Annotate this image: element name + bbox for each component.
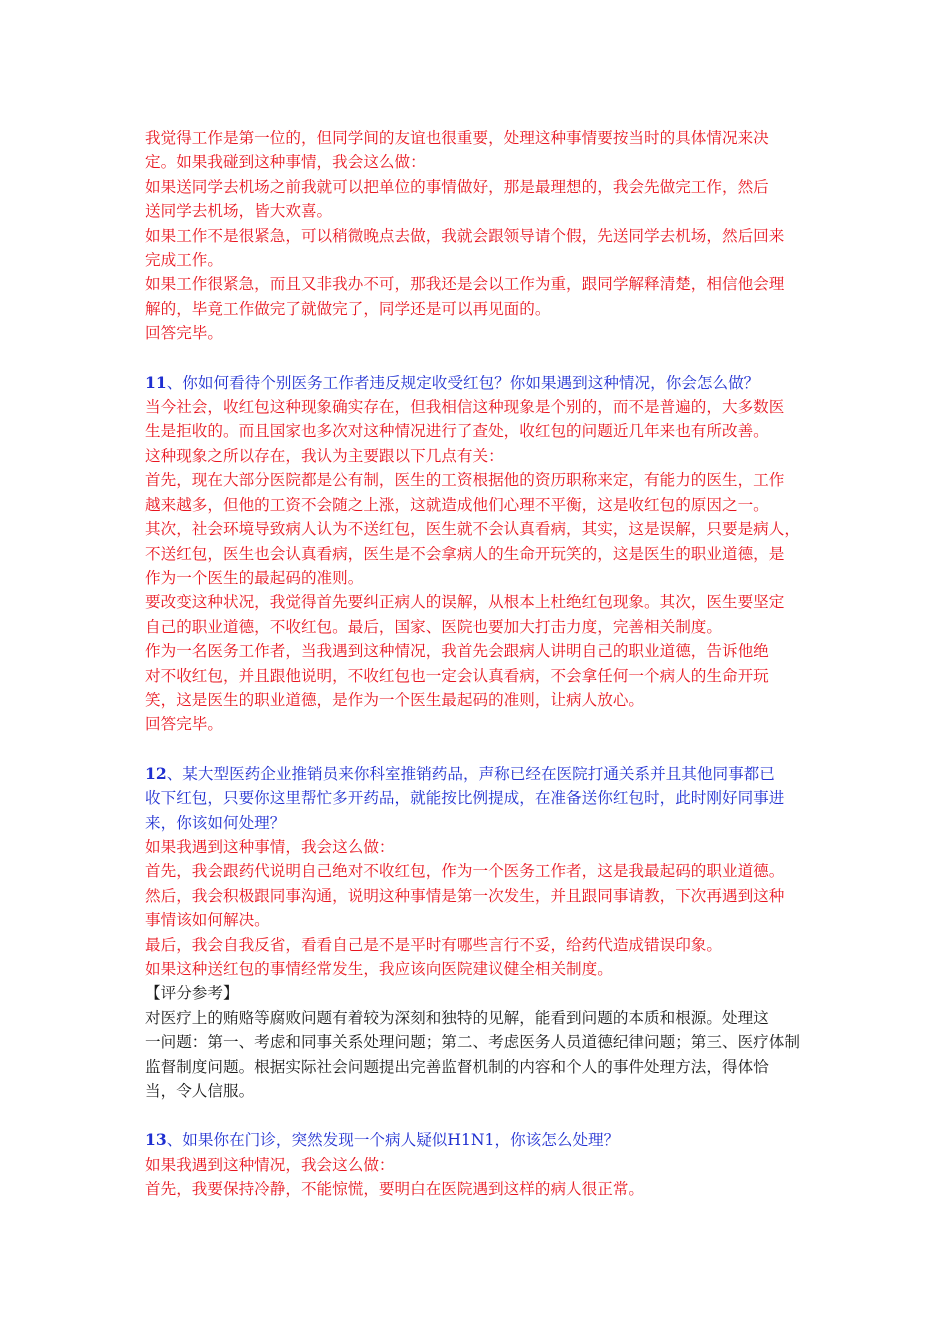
question-number: 12 <box>145 763 167 783</box>
line-text: 要改变这种状况，我觉得首先要纠正病人的误解，从根本上杜绝红包现象。其次，医生要坚定 <box>145 593 785 612</box>
line-text: 当，令人信服。 <box>145 1082 255 1101</box>
line-text: 如果我遇到这种情况，我会这么做： <box>145 1155 395 1174</box>
paragraph <box>145 835 809 859</box>
line-text: 回答完毕。 <box>145 324 223 343</box>
text-line <box>145 199 809 223</box>
paragraph <box>145 1006 809 1104</box>
line-text: 最后，我会自我反省，看看自己是不是平时有哪些言行不妥，给药代造成错误印象。 <box>145 935 722 954</box>
line-text: 我觉得工作是第一位的，但同学间的友谊也很重要，处理这种事情要按当时的具体情况来决 <box>145 129 769 147</box>
paragraph <box>145 468 809 517</box>
line-text: 生是拒收的。而且国家也多次对这种情况进行了查处，收红包的问题近几年来也有所改善。 <box>145 422 769 441</box>
text-line <box>145 468 809 492</box>
text-line <box>145 321 809 345</box>
line-text: 这种现象之所以存在，我认为主要跟以下几点有关： <box>145 446 504 465</box>
line-text: 当今社会，收红包这种现象确实存在，但我相信这种现象是个别的，而不是普遍的，大多数医 <box>145 398 785 417</box>
paragraph <box>145 590 809 639</box>
paragraph <box>145 859 809 883</box>
question-heading <box>145 371 809 395</box>
paragraph <box>145 712 809 736</box>
paragraph <box>145 321 809 345</box>
paragraph <box>145 1177 809 1201</box>
line-text: 【评分参考】 <box>145 984 239 1003</box>
line-text: 事情该如何解决。 <box>145 911 270 930</box>
line-text: 如果工作不是很紧急，可以稍微晚点去做，我就会跟领导请个假，先送同学去机场，然后回来 <box>145 226 785 245</box>
document-page <box>145 126 809 1202</box>
text-line <box>145 615 809 639</box>
text-line <box>145 933 809 957</box>
text-line <box>145 981 809 1005</box>
text-line <box>145 444 809 468</box>
paragraph <box>145 175 809 224</box>
line-text: 对医疗上的贿赂等腐败问题有着较为深刻和独特的见解，能看到问题的本质和根源。处理这 <box>145 1008 769 1027</box>
paragraph <box>145 1153 809 1177</box>
line-text: 收下红包，只要你这里帮忙多开药品，就能按比例提成，在准备送你红包时，此时刚好同事进 <box>145 789 785 808</box>
line-text: 如果我遇到这种事情，我会这么做： <box>145 837 395 856</box>
text-line <box>145 395 809 419</box>
text-line <box>145 517 809 541</box>
line-text: 首先，我要保持冷静，不能惊慌，要明白在医院遇到这样的病人很正常。 <box>145 1180 645 1199</box>
text-line <box>145 1079 809 1103</box>
line-text: 如果这种送红包的事情经常发生，我应该向医院建议健全相关制度。 <box>145 960 613 978</box>
text-line <box>145 1177 809 1201</box>
line-text: 送同学去机场，皆大欢喜。 <box>145 202 333 221</box>
question-line <box>145 786 809 810</box>
line-text: 越来越多，但他的工资不会随之上涨，这就造成他们心理不平衡，这是收红包的原因之一。 <box>145 495 769 514</box>
paragraph <box>145 981 809 1005</box>
line-text: 监督制度问题。根据实际社会问题提出完善监督机制的内容和个人的事件处理方法，得体恰 <box>145 1057 769 1076</box>
section-gap <box>145 1103 809 1128</box>
paragraph <box>145 272 809 321</box>
line-text: 解的，毕竟工作做完了就做完了，同学还是可以再见面的。 <box>145 299 551 318</box>
paragraph <box>145 884 809 933</box>
line-text: 、某大型医药企业推销员来你科室推销药品，声称已经在医院打通关系并且其他同事都已 <box>166 764 775 783</box>
text-line <box>145 297 809 321</box>
paragraph <box>145 957 809 981</box>
line-text: 回答完毕。 <box>145 715 223 734</box>
question-heading <box>145 762 809 835</box>
text-line <box>145 884 809 908</box>
text-line <box>145 224 809 248</box>
text-line <box>145 590 809 614</box>
line-text: 定。如果我碰到这种事情，我会这么做： <box>145 153 426 172</box>
question-heading <box>145 1128 809 1152</box>
text-line <box>145 493 809 517</box>
question-number: 11 <box>145 372 167 392</box>
question-line <box>145 811 809 835</box>
section-gap <box>145 737 809 762</box>
text-line <box>145 248 809 272</box>
text-line <box>145 859 809 883</box>
text-line <box>145 908 809 932</box>
text-line <box>145 175 809 199</box>
text-line <box>145 272 809 296</box>
line-text: 首先，现在大部分医院都是公有制，医生的工资根据他的资历职称来定，有能力的医生，工作 <box>145 471 785 490</box>
line-text: 一问题：第一、考虑和同事关系处理问题；第二、考虑医务人员道德纪律问题；第三、医疗体制 <box>145 1033 800 1052</box>
text-line <box>145 1030 809 1054</box>
question-line <box>145 1128 809 1152</box>
text-line <box>145 957 809 981</box>
line-text: 如果送同学去机场之前我就可以把单位的事情做好，那是最理想的，我会先做完工作，然后 <box>145 177 769 196</box>
question-line <box>145 371 809 395</box>
question-number: 13 <box>145 1130 167 1150</box>
text-line <box>145 126 809 150</box>
line-text: 作为一名医务工作者，当我遇到这种情况，我首先会跟病人讲明自己的职业道德，告诉他绝 <box>145 642 769 661</box>
line-text: 其次，社会环境导致病人认为不送红包，医生就不会认真看病，其实，这是误解，只要是病人， <box>145 520 800 539</box>
line-text: 对不收红包，并且跟他说明，不收红包也一定会认真看病，不会拿任何一个病人的生命开玩 <box>145 666 769 685</box>
line-text: 完成工作。 <box>145 251 223 270</box>
paragraph <box>145 933 809 957</box>
line-text: 来，你该如何处理？ <box>145 813 286 832</box>
line-text: 不送红包，医生也会认真看病，医生是不会拿病人的生命开玩笑的，这是医生的职业道德，是 <box>145 544 785 563</box>
text-line <box>145 150 809 174</box>
line-text: 首先，我会跟药代说明自己绝对不收红包，作为一个医务工作者，这是我最起码的职业道德。 <box>145 862 785 881</box>
question-line <box>145 762 809 786</box>
text-line <box>145 542 809 566</box>
line-text: 作为一个医生的最起码的准则。 <box>145 568 364 587</box>
paragraph <box>145 639 809 712</box>
paragraph <box>145 224 809 273</box>
text-line <box>145 639 809 663</box>
line-text: 笑，这是医生的职业道德，是作为一个医生最起码的准则，让病人放心。 <box>145 690 645 709</box>
line-text: 、如果你在门诊，突然发现一个病人疑似H1N1，你该怎么处理？ <box>166 1131 620 1150</box>
text-line <box>145 712 809 736</box>
text-line <box>145 1055 809 1079</box>
paragraph <box>145 517 809 590</box>
text-line <box>145 664 809 688</box>
text-line <box>145 1153 809 1177</box>
line-text: 然后，我会积极跟同事沟通，说明这种事情是第一次发生，并且跟同事请教，下次再遇到这种 <box>145 886 785 905</box>
text-line <box>145 419 809 443</box>
text-line <box>145 835 809 859</box>
text-line <box>145 566 809 590</box>
line-text: 如果工作很紧急，而且又非我办不可，那我还是会以工作为重，跟同学解释清楚，相信他会理 <box>145 275 785 294</box>
text-line <box>145 688 809 712</box>
paragraph <box>145 395 809 468</box>
line-text: 自己的职业道德，不收红包。最后，国家、医院也要加大打击力度，完善相关制度。 <box>145 617 722 636</box>
section-gap <box>145 346 809 371</box>
paragraph <box>145 126 809 175</box>
line-text: 、你如何看待个别医务工作者违反规定收受红包？你如果遇到这种情况，你会怎么做？ <box>166 373 760 392</box>
text-line <box>145 1006 809 1030</box>
